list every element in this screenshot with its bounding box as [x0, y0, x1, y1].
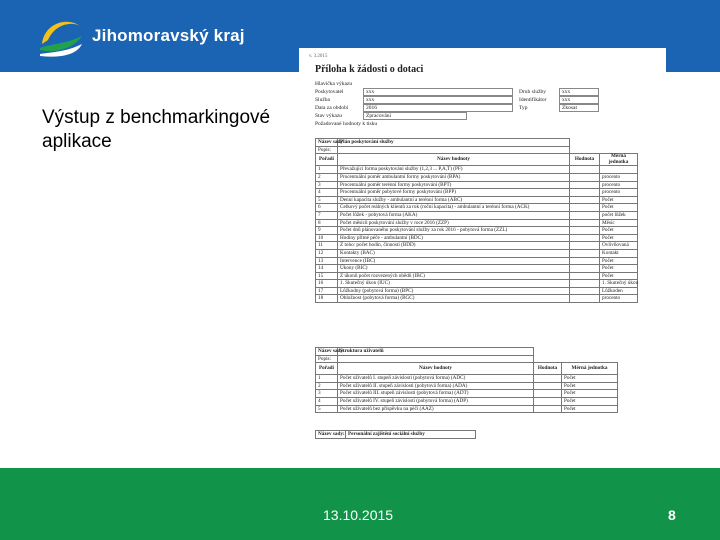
meta-service-type-value: xxx [559, 88, 599, 96]
meta-service-value: xxx [363, 96, 513, 104]
row-value [570, 181, 600, 189]
row-name: Z úkonů počet rozvezených obědů (IBC) [338, 272, 570, 280]
col-order: Pořadí [316, 363, 338, 375]
row-order: 17 [316, 287, 338, 295]
row-unit: Počet [562, 405, 618, 413]
set-value: Plán poskytování služby [338, 139, 570, 147]
row-unit: procento [600, 173, 638, 181]
row-order: 1 [316, 166, 338, 174]
table-row [316, 249, 638, 257]
values-table-staff [315, 430, 476, 439]
row-order: 2 [316, 382, 338, 390]
set-label: Název sady: [316, 431, 346, 439]
table-row [316, 181, 638, 189]
row-order: 10 [316, 234, 338, 242]
table-row [316, 405, 618, 413]
row-unit: Počet [600, 265, 638, 273]
table-row [316, 227, 638, 235]
jmk-logo-icon [36, 14, 86, 58]
table-row [316, 242, 638, 250]
row-order: 3 [316, 181, 338, 189]
row-name: Procentuální poměr terénní formy poskytování (BPT) [338, 181, 570, 189]
row-value [570, 234, 600, 242]
row-unit [600, 166, 638, 174]
row-name: Počet uživatelů II. stupeň závislosti (pobytová forma) (ADA) [338, 382, 534, 390]
document-scan [299, 48, 666, 450]
meta-section-label: Hlavička výkazu [315, 81, 353, 87]
row-order: 8 [316, 219, 338, 227]
row-order: 15 [316, 272, 338, 280]
row-value [570, 265, 600, 273]
set-label: Název sady: [316, 348, 338, 356]
row-order: 14 [316, 265, 338, 273]
row-value [570, 204, 600, 212]
table-row [316, 257, 638, 265]
meta-kind-label: Typ [519, 105, 528, 111]
row-order: 11 [316, 242, 338, 250]
row-value [534, 397, 562, 405]
row-name: Počet uživatelů III. stupeň závislosti (pobytová forma) (ADT) [338, 390, 534, 398]
meta-provider-label: Poskytovatel [315, 89, 344, 95]
row-order: 9 [316, 227, 338, 235]
meta-identifier-label: Identifikátor [519, 97, 547, 103]
row-value [570, 287, 600, 295]
row-name: Procentuální poměr ambulantní formy poskytování (BPA) [338, 173, 570, 181]
row-value [570, 189, 600, 197]
row-name: Počet měsíců poskytování služby v roce 2016 (ZZP) [338, 219, 570, 227]
row-order: 2 [316, 173, 338, 181]
row-name: Počet uživatelů IV. stupeň závislosti (pobytová forma) (ADP) [338, 397, 534, 405]
row-unit: Počet [562, 397, 618, 405]
row-value [534, 405, 562, 413]
table-row [316, 196, 638, 204]
row-value [570, 166, 600, 174]
row-unit: Počet [600, 257, 638, 265]
col-unit: Měrná jednotka [600, 154, 638, 166]
row-order: 4 [316, 397, 338, 405]
table-row [316, 397, 618, 405]
row-name: Lůžkodny (pobytová forma) (BPC) [338, 287, 570, 295]
row-value [570, 211, 600, 219]
row-value [570, 249, 600, 257]
row-unit: Počet [562, 390, 618, 398]
row-order: 13 [316, 257, 338, 265]
table-row [316, 382, 618, 390]
values-table-users [315, 347, 618, 413]
meta-identifier-value: xxx [559, 96, 599, 104]
row-name: Denní kapacita služby - ambulantní a terénní forma (ABC) [338, 196, 570, 204]
row-unit: 1. Skutečný úkon [600, 280, 638, 288]
row-value [570, 219, 600, 227]
table-row [316, 204, 638, 212]
brand-name: Jihomoravský kraj [92, 26, 245, 45]
row-unit: Počet [600, 204, 638, 212]
row-unit: procento [600, 181, 638, 189]
col-name: Název hodnoty [338, 154, 570, 166]
document-title: Příloha k žádosti o dotaci [315, 64, 424, 75]
table-row [316, 390, 618, 398]
page-number: 8 [668, 507, 676, 523]
row-order: 16 [316, 280, 338, 288]
row-name: Převažující forma poskytování služby (1,2,3 ... P,A,T) (PF) [338, 166, 570, 174]
table-row [316, 211, 638, 219]
table-row [316, 219, 638, 227]
row-order: 4 [316, 189, 338, 197]
row-unit: Ovlivňovaná [600, 242, 638, 250]
row-name: Úkony (BIC) [338, 265, 570, 273]
row-order: 3 [316, 390, 338, 398]
meta-period-value: 2016 [363, 104, 513, 112]
row-value [570, 196, 600, 204]
row-order: 7 [316, 211, 338, 219]
note-label: Popis: [316, 355, 338, 363]
row-name: Obložnost (pobytová forma) (BGC) [338, 295, 570, 303]
row-unit: Počet [600, 234, 638, 242]
document-meta [315, 80, 635, 128]
row-name: Kontakty (BAC) [338, 249, 570, 257]
col-name: Název hodnoty [338, 363, 534, 375]
col-value: Hodnota [570, 154, 600, 166]
row-value [534, 390, 562, 398]
table-row [316, 272, 638, 280]
row-unit: Kontakt [600, 249, 638, 257]
meta-required-label: Požadované hodnoty k tisku [315, 121, 378, 127]
slide-subtitle: Výstup z benchmarkingové aplikace [42, 107, 271, 152]
col-value: Hodnota [534, 363, 562, 375]
table-row [316, 280, 638, 288]
table-row [316, 173, 638, 181]
row-unit: Měsíc [600, 219, 638, 227]
row-value [570, 280, 600, 288]
table-row [316, 287, 638, 295]
row-value [570, 257, 600, 265]
row-unit: Počet [562, 375, 618, 383]
row-unit: počet lůžek [600, 211, 638, 219]
values-table-plan [315, 138, 638, 303]
row-order: 6 [316, 204, 338, 212]
set-label: Název sady: [316, 139, 338, 147]
row-order: 1 [316, 375, 338, 383]
table-row [316, 166, 638, 174]
table-row [316, 234, 638, 242]
set-value: Personální zajištění sociální služby [346, 431, 476, 439]
row-name: Intervence (IBC) [338, 257, 570, 265]
row-name: Počet uživatelů bez příspěvku na péči (AAZ) [338, 405, 534, 413]
row-name: Hodiny přímé péče - ambulantní (BDC) [338, 234, 570, 242]
row-order: 12 [316, 249, 338, 257]
row-name: Procentuální poměr pobytové formy poskytování (BPP) [338, 189, 570, 197]
row-unit: procento [600, 295, 638, 303]
row-value [570, 295, 600, 303]
row-value [534, 375, 562, 383]
row-order: 18 [316, 295, 338, 303]
row-unit: Lůžkoden [600, 287, 638, 295]
col-unit: Měrná jednotka [562, 363, 618, 375]
meta-kind-value: Zkosat [559, 104, 599, 112]
col-order: Pořadí [316, 154, 338, 166]
row-unit: Počet [600, 227, 638, 235]
row-order: 5 [316, 196, 338, 204]
note-label: Popis: [316, 146, 338, 154]
row-value [570, 173, 600, 181]
table-row [316, 375, 618, 383]
row-name: Počet lůžek - pobytová forma (AKA) [338, 211, 570, 219]
meta-state-value: Zpracování [363, 112, 467, 120]
table-row [316, 189, 638, 197]
meta-provider-value: xxx [363, 88, 513, 96]
row-unit: procento [600, 189, 638, 197]
row-value [534, 382, 562, 390]
table-row [316, 295, 638, 303]
meta-service-type-label: Druh služby [519, 89, 547, 95]
footer-bar [0, 468, 720, 540]
meta-state-label: Stav výkazu [315, 113, 343, 119]
row-value [570, 242, 600, 250]
row-order: 5 [316, 405, 338, 413]
document-version: v. 3.2015 [309, 54, 328, 59]
row-name: Počet uživatelů I. stupeň závislosti (pobytová forma) (ADC) [338, 375, 534, 383]
set-value: Struktura uživatelů [338, 348, 534, 356]
row-unit: Počet [600, 272, 638, 280]
row-value [570, 227, 600, 235]
footer-date: 13.10.2015 [323, 507, 394, 523]
meta-service-label: Služba [315, 97, 330, 103]
row-unit: Počet [562, 382, 618, 390]
row-unit: Počet [600, 196, 638, 204]
row-name: Z toho: počet hodin, činností (BDD) [338, 242, 570, 250]
table-row [316, 265, 638, 273]
meta-period-label: Data za období [315, 105, 349, 111]
row-name: 1. Skutečný úkon (IUC) [338, 280, 570, 288]
row-name: Celkový počet reálných klientů za rok (roční kapacita) - ambulantní a terénní forma (ACK) [338, 204, 570, 212]
row-value [570, 272, 600, 280]
row-name: Počet dnů plánovaného poskytování služby za rok 2016 - pobytová forma (ZZL) [338, 227, 570, 235]
